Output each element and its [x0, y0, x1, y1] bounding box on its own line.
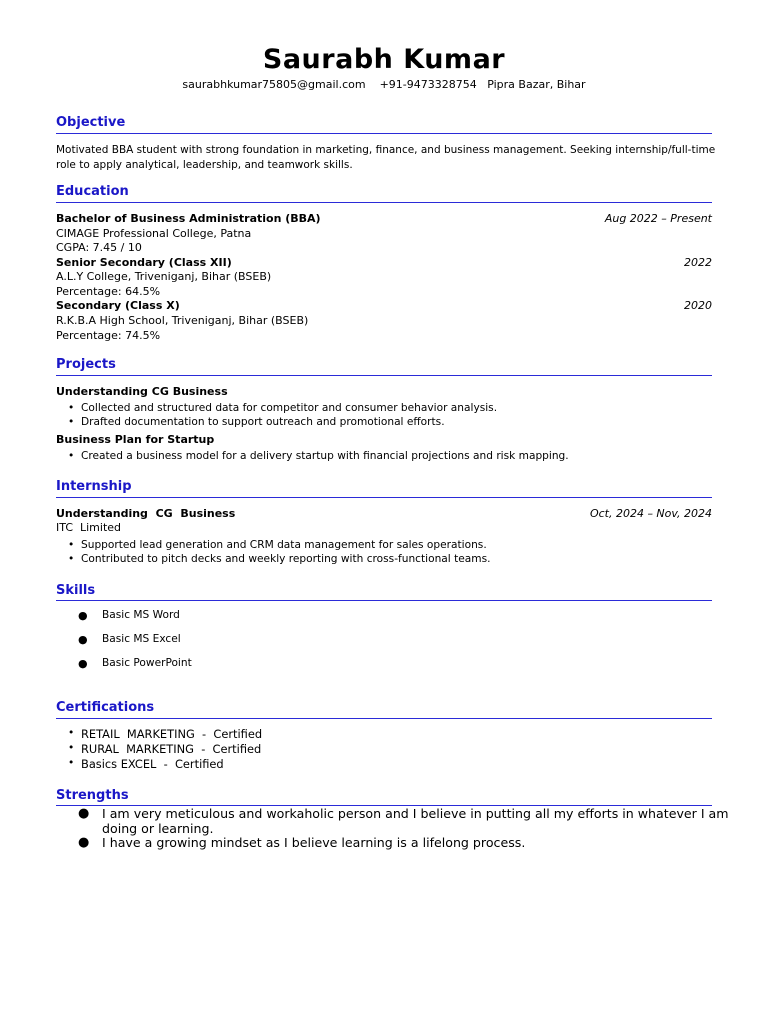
education-score: CGPA: 7.45 / 10	[56, 241, 142, 254]
section-divider	[56, 600, 712, 601]
contact-info: saurabhkumar75805@gmail.com +91-9473328754 Pipra Bazar, Bihar	[182, 78, 586, 91]
section-heading-projects: Projects	[56, 357, 116, 372]
section-heading-internship: Internship	[56, 479, 132, 494]
bullet-dot: ●	[78, 633, 88, 646]
bullet-dot: ●	[78, 806, 90, 821]
education-date: Aug 2022 – Present	[604, 212, 712, 225]
section-heading-skills: Skills	[56, 583, 96, 598]
bullet-dot: •	[68, 727, 75, 739]
skill-item: Basic MS Word	[102, 609, 180, 621]
strength-item: I am very meticulous and workaholic person and I believe in putting all my efforts in whatever I am doing or learning.	[102, 806, 729, 836]
project-bullet: Collected and structured data for competitor and consumer behavior analysis.	[81, 402, 498, 414]
certification-item: Basics EXCEL - Certified	[81, 757, 224, 771]
internship-bullet: Contributed to pitch decks and weekly reporting with cross-functional teams.	[81, 553, 491, 565]
section-divider	[56, 202, 712, 203]
project-bullet: Created a business model for a delivery startup with financial projections and risk mapping.	[81, 450, 569, 462]
education-school: R.K.B.A High School, Triveniganj, Bihar (BSEB)	[56, 314, 309, 327]
strength-item: I have a growing mindset as I believe learning is a lifelong process.	[102, 835, 526, 850]
education-degree: Secondary (Class X)	[56, 299, 180, 312]
project-title: Understanding CG Business	[56, 385, 228, 398]
internship-date: Oct, 2024 – Nov, 2024	[589, 507, 712, 520]
internship-company: ITC Limited	[56, 521, 122, 534]
bullet-dot: •	[68, 742, 75, 754]
section-divider	[56, 133, 712, 134]
section-heading-strengths: Strengths	[56, 788, 129, 803]
education-degree: Senior Secondary (Class XII)	[56, 256, 232, 269]
education-score: Percentage: 74.5%	[56, 329, 161, 342]
education-date: 2022	[684, 256, 712, 269]
objective-text: Motivated BBA student with strong foundation in marketing, finance, and business management. Seeking internship/full-time role to apply analytical, leadership, and teamwork skills.	[56, 144, 716, 171]
education-school: CIMAGE Professional College, Patna	[56, 227, 252, 240]
bullet-dot: ●	[78, 835, 90, 850]
bullet-dot: •	[68, 450, 75, 462]
section-divider	[56, 718, 712, 719]
skill-item: Basic PowerPoint	[102, 657, 192, 669]
education-school: A.L.Y College, Triveniganj, Bihar (BSEB)	[56, 270, 272, 283]
education-score: Percentage: 64.5%	[56, 285, 161, 298]
education-date: 2020	[684, 299, 712, 312]
certification-item: RURAL MARKETING - Certified	[81, 742, 262, 756]
section-divider	[56, 375, 712, 376]
bullet-dot: •	[68, 416, 75, 428]
bullet-dot: •	[68, 539, 75, 551]
bullet-dot: ●	[78, 609, 88, 622]
section-heading-education: Education	[56, 184, 129, 199]
section-heading-objective: Objective	[56, 115, 126, 130]
certification-item: RETAIL MARKETING - Certified	[81, 727, 263, 741]
internship-title: Understanding CG Business	[56, 507, 236, 520]
skill-item: Basic MS Excel	[102, 633, 181, 645]
project-title: Business Plan for Startup	[56, 433, 215, 446]
internship-bullet: Supported lead generation and CRM data management for sales operations.	[81, 539, 487, 551]
project-bullet: Drafted documentation to support outreach and promotional efforts.	[81, 416, 445, 428]
education-degree: Bachelor of Business Administration (BBA)	[56, 212, 321, 225]
bullet-dot: ●	[78, 657, 88, 670]
bullet-dot: •	[68, 757, 75, 769]
section-heading-certifications: Certifications	[56, 700, 155, 715]
bullet-dot: •	[68, 553, 75, 565]
resume-name: Saurabh Kumar	[262, 44, 506, 75]
bullet-dot: •	[68, 402, 75, 414]
section-divider	[56, 497, 712, 498]
